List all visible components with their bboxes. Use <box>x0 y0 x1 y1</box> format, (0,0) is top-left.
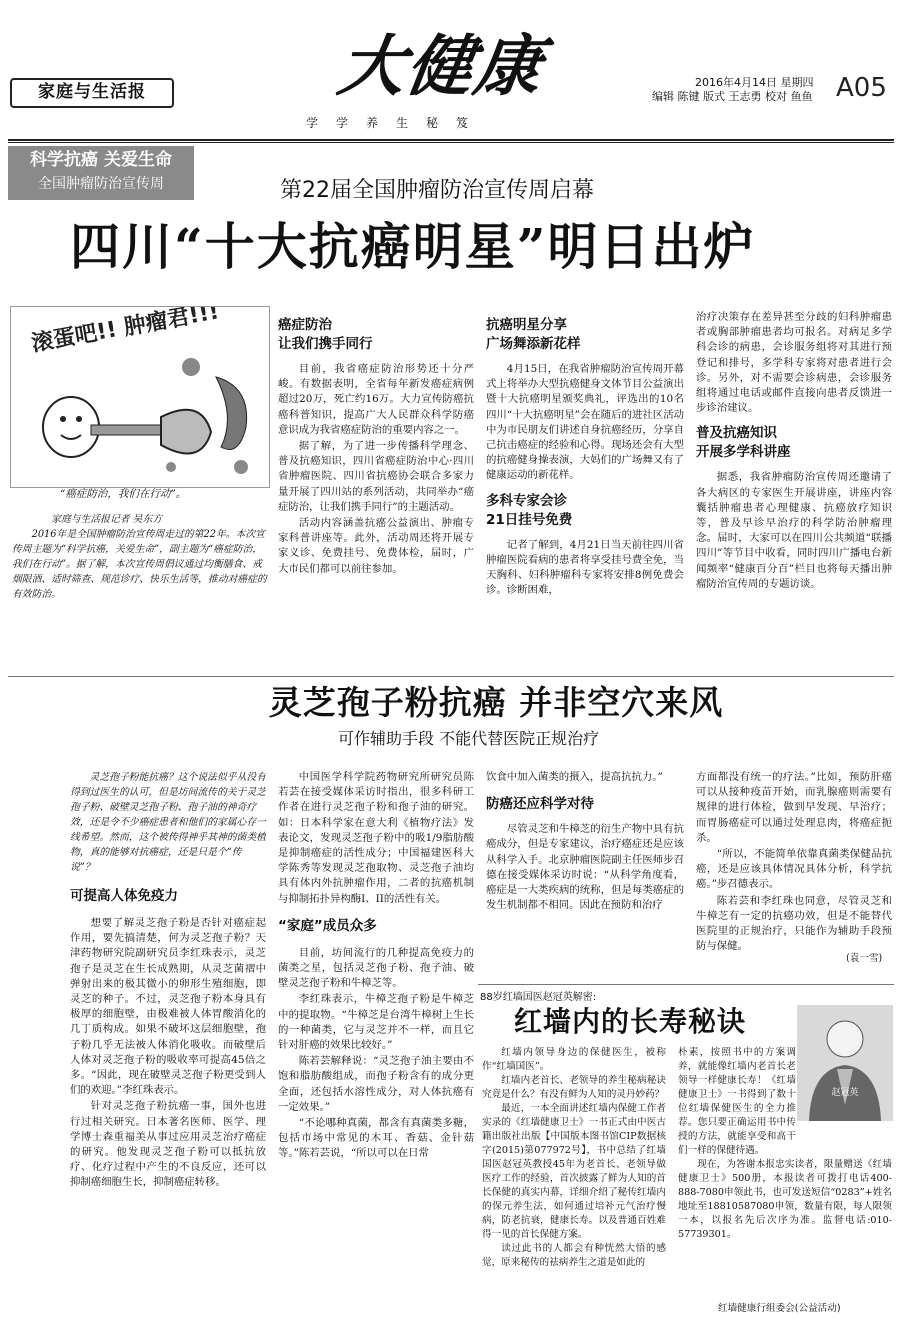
paragraph: 陈若芸解释说：“灵芝孢子油主要由不饱和脂肪酸组成，而孢子粉含有的成分更全面，还包括水溶性成分，对人体抗癌有一定效果。” <box>278 1055 474 1113</box>
header-rule <box>8 139 894 141</box>
paragraph: 尽管灵芝和牛樟芝的衍生产物中具有抗癌成分，但是专家建议，治疗癌症还是应该从科学入手。北京肿瘤医院副主任医师步召德在接受媒体采访时说：“从科学角度看，癌症是一大类疾病的统称，但是每类癌症的发生机制都不相同。因此在预防和治疗 <box>486 823 684 912</box>
cartoon-text: 滚蛋吧!! 肿瘤君!!! <box>29 307 221 357</box>
paragraph: 中国医学科学院药物研究所研究员陈若芸在接受媒体采访时指出，很多科研工作者在进行灵芝孢子粉和孢子油的研究。如：日本科学家在意大利《植物疗法》发表论文，发现灵芝孢子粉中的吸1/9脂肪酸是抑制癌症的活性成分；中国福建医科大学陈秀等发现灵芝孢取物、灵芝孢子油均具有体内外抗肿瘤作用，二者的抗癌机制与抑制拓扑异构酶I、II的活性有关。 <box>278 771 474 905</box>
section-title: 广场舞添新花样 <box>486 336 581 352</box>
section-title: 普及抗癌知识 <box>696 425 777 442</box>
section-divider <box>8 676 894 677</box>
header-rule-thin <box>8 142 894 143</box>
paper-name: 家庭与生活报 <box>10 78 174 108</box>
lead-column-3 <box>486 316 684 676</box>
masthead <box>276 28 606 130</box>
author-signature: (袁一雪) <box>846 953 883 964</box>
longevity-column-1 <box>482 1046 666 1316</box>
paragraph: 现在，为答谢本报忠实读者，限量赠送《红墙健康卫士》500册，本报读者可拨打电话400-888-7080申领此书，也可发送短信“0283”+姓名地址至18810587080申领，数量有限，每人限领一本，以报名先后次序为准。监督电话:010-57739301。 <box>678 1159 892 1240</box>
section-title: 防癌还应科学对待 <box>486 796 594 813</box>
campaign-banner-line2: 全国肿瘤防治宣传周 <box>38 176 164 192</box>
lingzhi-column-1 <box>70 770 266 1300</box>
lead-headline: 四川“十大抗癌明星”明日出炉 <box>70 217 756 276</box>
section-title: 可提高人体免疫力 <box>70 888 178 904</box>
lingzhi-column-3 <box>486 770 684 980</box>
illustration-caption: “癌症防治，我们在行动”。 <box>60 488 187 500</box>
box-divider <box>478 984 894 985</box>
section-title: 开展多学科讲座 <box>696 444 791 461</box>
editor-line: 编辑 陈键 版式 王志勇 校对 鱼鱼 <box>652 90 813 103</box>
lead-kicker: 第22届全国肿瘤防治宣传周启幕 <box>280 178 594 203</box>
cartoon-drawing <box>11 307 269 487</box>
paragraph: 活动内容涵盖抗癌公益演出、肿瘤专家科普讲座等。此外，活动周还将开展专家义诊、免费挂号、免费体检，届时，广大市民们都可以前往参加。 <box>278 517 474 575</box>
lead-byline: 家庭与生活报记者 吴东方 <box>51 514 163 525</box>
paragraph: 陈若芸和李红珠也同意，尽管灵芝和牛樟芝有一定的抗癌功效，但是不能替代医院里的正规治疗，只能作为辅助手段预防与保健。 <box>696 894 892 953</box>
cartoon-illustration <box>10 306 270 488</box>
paragraph: 想要了解灵芝孢子粉是否针对癌症起作用，要先搞清楚，何为灵芝孢子粉？天津药物研究院副研究员李红珠表示，灵芝孢子是灵芝在生长成熟期，从灵芝菌褶中弹射出来的极其微小的卵形生殖细胞，即灵芝的种子。不过，灵芝孢子粉本身具有极厚的细胞壁，由极难被人体胃酸消化的几丁质构成。如果不破坏这层细胞壁，孢子粉几乎无法被人体消化吸收。而破壁后人体对灵芝孢子粉的吸收率可提高45倍之多。“因此，现在破壁灵芝孢子粉更受到人们的欢迎。”李红珠表示。 <box>70 917 266 1097</box>
paragraph: “所以，不能简单依靠真菌类保健品抗癌，还是应该具体情况具体分析，科学抗癌。”步召德表示。 <box>696 848 892 891</box>
section-title: 21日挂号免费 <box>486 511 573 528</box>
longevity-column-2 <box>678 1046 892 1296</box>
paragraph: 红墙内领导身边的保健医生，被称作“红墙国医”。 <box>482 1047 666 1072</box>
paragraph: 目前，坊间流行的几种提高免疫力的菌类之星，包括灵芝孢子粉、孢子油、破壁灵芝孢子粉和牛樟芝等。 <box>278 946 474 990</box>
longevity-kicker: 88岁红墙国医赵冠英解密: <box>480 992 597 1003</box>
paragraph: 记者了解到，4月21日当天前往四川省肿瘤医院看病的患者将享受挂号费全免，当天胸科、妇科肿瘤科专家将安排8例免费会诊。诊断困难， <box>486 538 684 597</box>
lingzhi-subtitle: 可作辅助手段 不能代替医院正规治疗 <box>338 729 600 748</box>
campaign-banner-line1: 科学抗癌 关爱生命 <box>30 150 172 170</box>
paragraph: 饮食中加入菌类的摄入，提高抗抗力。” <box>486 771 663 783</box>
masthead-slogan: 学学养生秘笈 <box>306 116 487 130</box>
sponsor-line: 红墙健康行组委会(公益活动) <box>718 1303 841 1314</box>
lead-column-2 <box>278 316 474 676</box>
paragraph: 据了解，为了进一步传播科学理念、普及抗癌知识，四川省癌症防治中心·四川省肿瘤医院、四川省抗癌协会联合多家力量开展了四川站的系列活动，共同举办“癌症防治，让我们携手同行”的主题活动。 <box>278 440 474 513</box>
section-title: 抗癌明星分享 <box>486 317 567 333</box>
lead-column-1 <box>12 512 270 682</box>
longevity-title: 红墙内的长寿秘诀 <box>514 1005 747 1038</box>
paragraph: 针对灵芝孢子粉抗癌一事，国外也进行过相关研究。日本著名医师、医学、理学博士森重福美从事过应用灵芝治疗癌症的研究。他发现灵芝孢子粉可以抵抗放疗、化疗过程中产生的不良反应，还可以抑制癌细胞生长，抑制癌症转移。 <box>70 1100 266 1189</box>
section-title: “家庭”成员众多 <box>278 917 377 934</box>
paragraph: 最近，一本全面讲述红墙内保健工作者实录的《红墙健康卫士》一书正式由中医古籍出版社出版【中国版本图书馆CIP数据核字(2015)第077972号】，书中总结了红墙国医赵冠英教授45年为老首长、老领导做医疗工作的经验，首次披露了鲜为人知的首长保健的真实内幕，详细介绍了秘传红墙内的保元养生法，如何通过培补元气治疗慢病，防老抗衰，健康长寿。以及普通百姓难得一见的首长保健方案。 <box>482 1103 666 1240</box>
paragraph: 4月15日，在我省肿瘤防治宣传周开幕式上将举办大型抗癌健身文体节目公益演出暨十大抗癌明星颁奖典礼，评选出的10名四川“十大抗癌明星”会在随后的进社区活动中为市民朋友们讲述自身抗癌经历，分享自己抗击癌症的经验和心得。现场还会有大型的抗癌健身操表演，大妈们的广场舞又有了健康运动的新花样。 <box>486 363 684 482</box>
paragraph: 据悉，我省肿瘤防治宣传周还邀请了各大病区的专家医生开展讲座，讲座内容囊括肿瘤患者心理健康、抗癌放疗知识等，普及早诊早治疗的科学防治肿瘤理念。届时，大家可以在四川公共频道“联播四川”等节目中收看，同时四川广播电台新闻频率“健康百分百”栏目也将每天播出肿瘤防治宣传周的专题访谈。 <box>696 471 892 590</box>
paragraph: 李红珠表示，牛樟芝孢子粉是牛樟芝中的提取物。“牛樟芝是台湾牛樟树上生长的一种菌类，它与灵芝并不一样，而且它针对肝癌的效果比较好。” <box>278 993 474 1052</box>
paragraph: 读过此书的人都会有种恍然大悟的感觉，原来秘传的祛病养生之道是如此的 <box>482 1243 666 1268</box>
lingzhi-headline: 灵芝孢子粉抗癌 并非空穴来风 <box>268 683 724 722</box>
paragraph: 方面都没有统一的疗法。”比如，预防肝癌可以从接种疫苗开始，而乳腺癌则需要有规律的进行体检，做到早发现、早治疗；而胃肠癌症可以通过处理息肉，将癌症扼杀。 <box>696 771 892 844</box>
paragraph: 红墙内老首长、老领导的养生秘病秘诀究竟是什么？有没有鲜为人知的灵丹妙药？ <box>482 1075 666 1100</box>
section-title: 癌症防治 <box>278 317 332 333</box>
lingzhi-intro: 灵芝孢子粉能抗癌？这个说法似乎从没有得到过医生的认可，但是坊间流传的关于灵芝孢子粉、破壁灵芝孢子粉、孢子油的神奇疗效，还是令不少癌症患者和他们的家属心存一线希望。然而，这个被传得神乎其神的菌类植物，真的能够对抗癌症，还是只是个“传说”？ <box>70 772 266 873</box>
section-title: 多科专家会诊 <box>486 492 567 509</box>
page-number: A05 <box>836 73 887 103</box>
portrait-label: 赵冠英 <box>831 1088 859 1098</box>
lingzhi-column-2 <box>278 770 474 1300</box>
section-title: 让我们携手同行 <box>278 336 373 352</box>
paragraph: 治疗决策存在差异甚至分歧的妇科肿瘤患者或胸部肿瘤患者均可报名。对病足多学科会诊的病患，会诊服务组将对其进行预登记和排号，多学科专家将对患者进行会诊。另外，对不需要会诊病患，会诊服务组将通过电话或邮件直接向患者反馈进一步诊治建议。 <box>696 311 892 415</box>
lead-intro: 2016年是全国肿瘤防治宣传周走过的第22年。本次宣传周主题为“科学抗癌，关爱生命”，副主题为“癌症防治，我们在行动”。据了解，本次宣传周倡议通过均衡膳食、戒烟限酒、适时筛查、规范诊疗、快乐生活等，推动对癌症的有效防治。 <box>12 529 267 600</box>
paragraph: 目前，我省癌症防治形势还十分严峻。有数据表明，全省每年新发癌症病例超过20万，死亡约16万。大力宣传防癌抗癌科普知识，提高广大人民群众科学防癌意识成为我省癌症防治的重要内容之一。 <box>278 363 474 436</box>
lead-column-4 <box>696 310 892 676</box>
date-line: 2016年4月14日 星期四 <box>695 76 814 89</box>
paragraph: 朴素，按照书中的方案调养，就能像红墙内老首长老领导一样健康长寿！《红墙健康卫士》一书得到了数十位红墙保健医生的全力推荐。您只要正确运用书中传授的方法，就能享受和高干们一样的保健待遇。 <box>678 1047 796 1156</box>
paragraph: “不论哪种真菌，都含有真菌类多糖，包括市场中常见的木耳、香菇、金针菇等。”陈若芸说，“所以可以在日常 <box>278 1117 474 1160</box>
masthead-title: 大健康 <box>333 28 549 105</box>
